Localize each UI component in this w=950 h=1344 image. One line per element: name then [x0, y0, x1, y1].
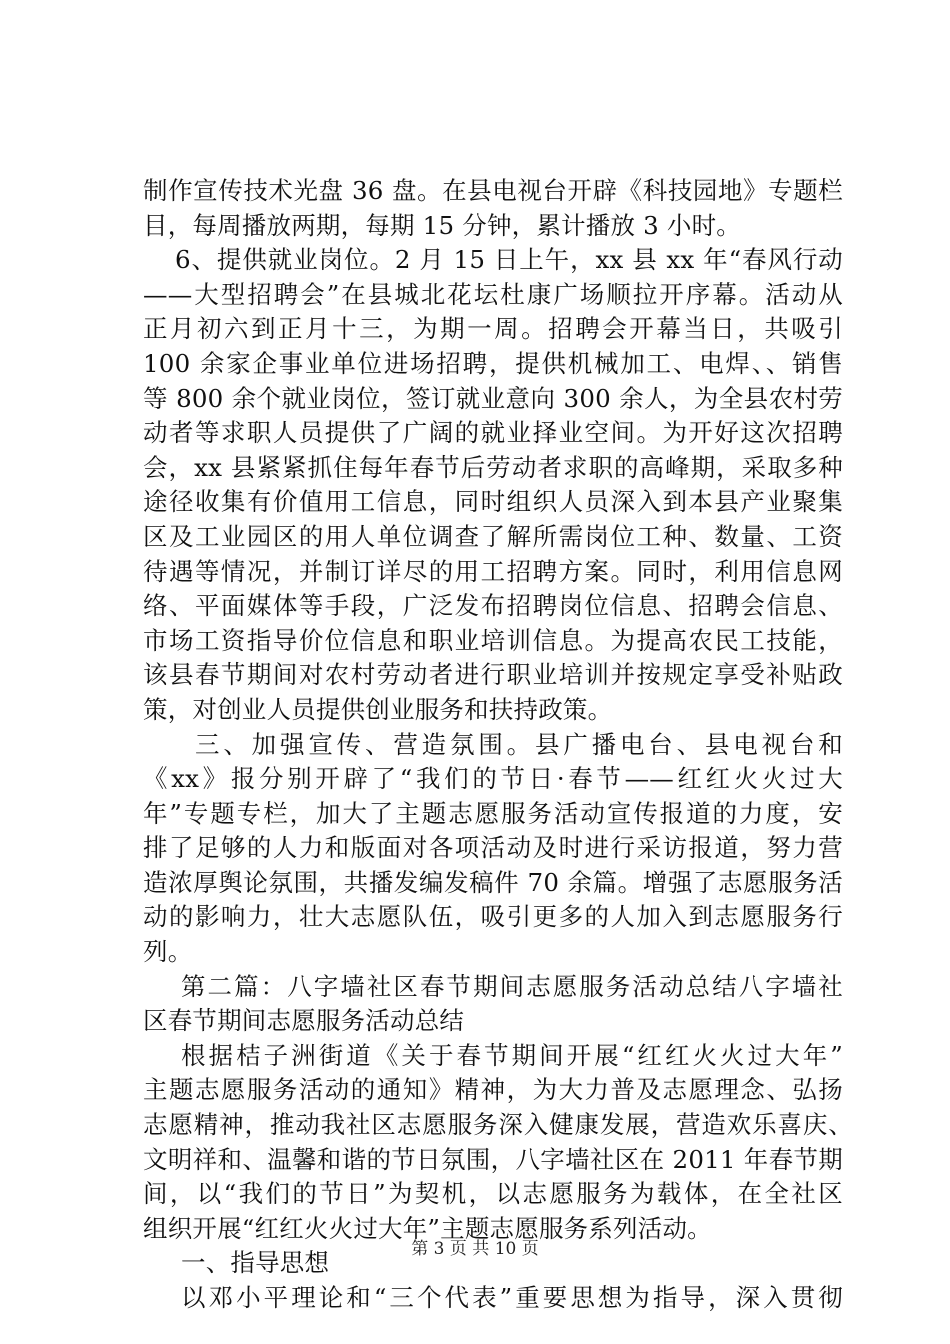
text-line: 造浓厚舆论氛围，共播发编发稿件 70 余篇。增强了志愿服务活: [143, 867, 843, 897]
page-number-footer: 第 3 页 共 10 页: [411, 1239, 539, 1259]
text-line: 间，以“我们的节日”为契机，以志愿服务为载体，在全社区: [143, 1179, 843, 1209]
text-line: 《xx》报分别开辟了“我们的节日·春节——红红火火过大: [143, 764, 843, 794]
text-line: 策，对创业人员提供创业服务和扶持政策。: [143, 694, 613, 724]
text-line: 主题志愿服务活动的通知》精神，为大力普及志愿理念、弘扬: [143, 1075, 843, 1105]
text-line: 动的影响力，壮大志愿队伍，吸引更多的人加入到志愿服务行: [143, 902, 843, 932]
section-heading-line: 一、指导思想: [181, 1248, 330, 1278]
text-line: 区及工业园区的用人单位调查了解所需岗位工种、数量、工资: [143, 521, 843, 551]
section-heading-line: 三、加强宣传、营造氛围。县广播电台、县电视台和: [195, 729, 843, 759]
text-line: 6、提供就业岗位。2 月 15 日上午，xx 县 xx 年“春风行动: [175, 245, 843, 275]
text-line: 以邓小平理论和“三个代表”重要思想为指导，深入贯彻: [181, 1283, 843, 1312]
text-line: 会，xx 县紧紧抓住每年春节后劳动者求职的高峰期，采取多种: [143, 452, 843, 482]
document-body: [143, 174, 853, 1316]
text-line: 待遇等情况，并制订详尽的用工招聘方案。同时，利用信息网: [143, 556, 843, 586]
text-line: 等 800 余个就业岗位，签订就业意向 300 余人，为全县农村劳: [143, 383, 843, 413]
text-line: 途径收集有价值用工信息，同时组织人员深入到本县产业聚集: [143, 487, 843, 517]
text-line: 组织开展“红红火火过大年”主题志愿服务系列活动。: [143, 1213, 712, 1243]
text-line: 目，每周播放两期，每期 15 分钟，累计播放 3 小时。: [143, 210, 742, 240]
text-line: ——大型招聘会”在县城北花坛杜康广场顺拉开序幕。活动从: [143, 279, 843, 309]
text-line: 制作宣传技术光盘 36 盘。在县电视台开辟《科技园地》专题栏: [143, 176, 843, 205]
chapter-title-line: 第二篇：八字墙社区春节期间志愿服务活动总结八字墙社: [181, 971, 843, 1001]
text-line: 文明祥和、温馨和谐的节日氛围，八字墙社区在 2011 年春节期: [143, 1144, 843, 1174]
text-line: 列。: [143, 937, 193, 967]
text-line: 100 余家企事业单位进场招聘，提供机械加工、电焊、、销售: [143, 348, 843, 378]
text-line: 动者等求职人员提供了广阔的就业择业空间。为开好这次招聘: [143, 418, 843, 448]
text-line: 络、平面媒体等手段，广泛发布招聘岗位信息、招聘会信息、: [143, 591, 843, 621]
text-line: 市场工资指导价位信息和职业培训信息。为提高农民工技能，: [143, 625, 843, 655]
text-line: 志愿精神，推动我社区志愿服务深入健康发展，营造欢乐喜庆、: [143, 1110, 853, 1140]
text-line: 年”专题专栏，加大了主题志愿服务活动宣传报道的力度，安: [143, 798, 843, 828]
text-line: 正月初六到正月十三，为期一周。招聘会开幕当日，共吸引: [143, 314, 843, 344]
text-line: 根据桔子洲街道《关于春节期间开展“红红火火过大年”: [181, 1040, 843, 1070]
text-line: 排了足够的人力和版面对各项活动及时进行采访报道，努力营: [143, 833, 843, 863]
chapter-title-line: 区春节期间志愿服务活动总结: [143, 1006, 465, 1036]
text-line: 该县春节期间对农村劳动者进行职业培训并按规定享受补贴政: [143, 660, 843, 690]
